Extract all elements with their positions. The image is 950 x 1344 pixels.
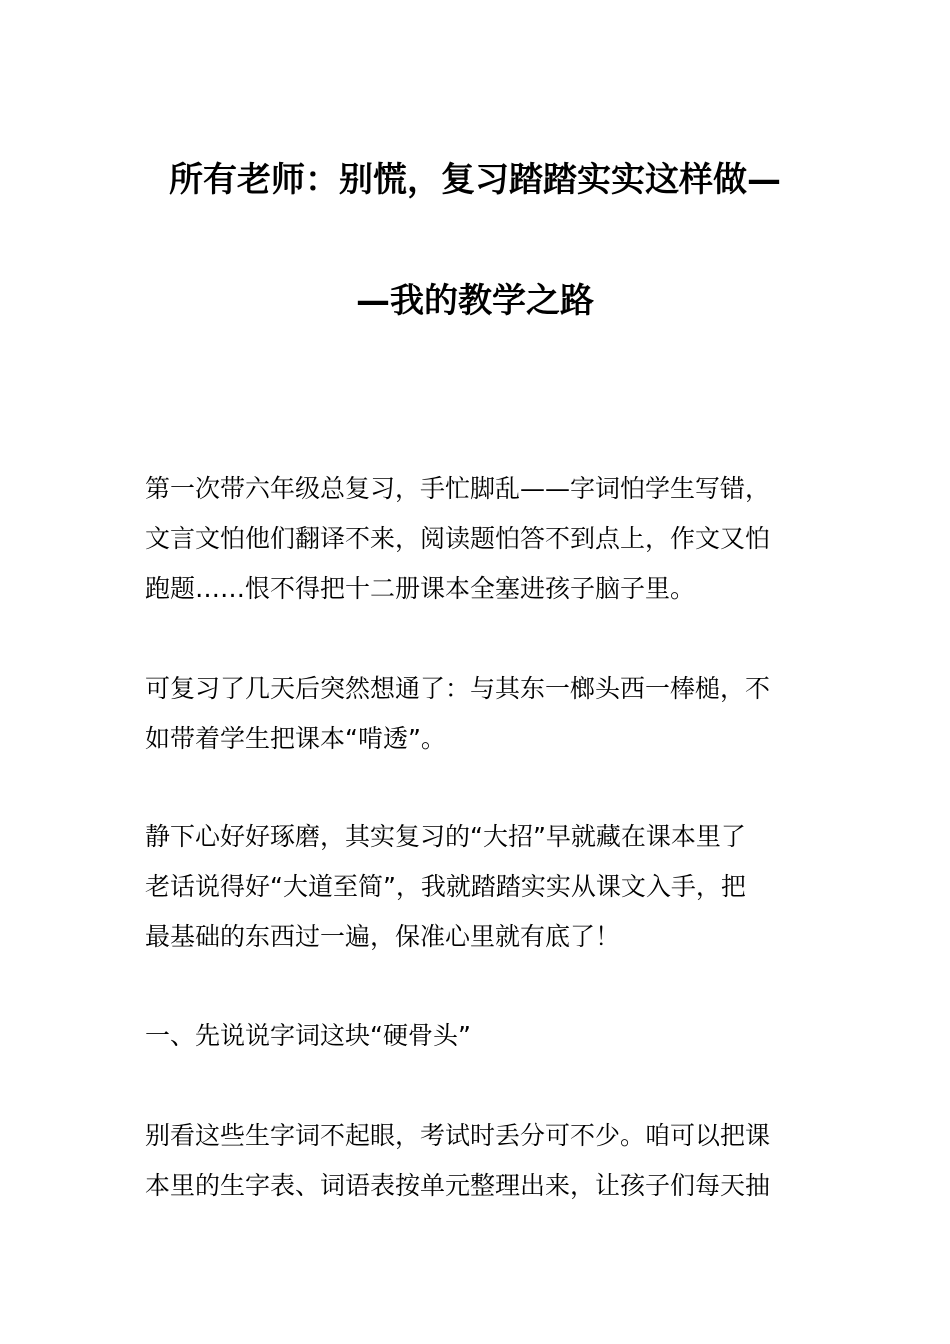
paragraph-line: 跑题……恨不得把十二册课本全塞进孩子脑子里。 [145, 574, 696, 603]
paragraph-line: 可复习了几天后突然想通了：与其东一榔头西一棒槌，不 [145, 674, 771, 703]
paragraph-line: 本里的生字表、词语表按单元整理出来，让孩子们每天抽 [145, 1171, 771, 1200]
paragraph-line: 静下心好好琢磨，其实复习的“大招”早就藏在课本里了 [145, 822, 746, 851]
document-title-line-2: —我的教学之路 [356, 281, 594, 321]
paragraph-line: 别看这些生字词不起眼，考试时丢分可不少。咱可以把课 [145, 1121, 771, 1150]
paragraph-2 [145, 664, 810, 764]
paragraph-line: 文言文怕他们翻译不来，阅读题怕答不到点上，作文又怕 [145, 524, 771, 553]
document-title-line-1: 所有老师：别慌，复习踏踏实实这样做— [169, 160, 781, 200]
section-heading-text: 一、先说说字词这块“硬骨头” [145, 1021, 471, 1050]
paragraph-line: 最基础的东西过一遍，保准心里就有底了！ [145, 922, 621, 951]
paragraph-line: 第一次带六年级总复习，手忙脚乱——字词怕学生写错， [145, 474, 771, 503]
paragraph-5 [145, 1111, 810, 1211]
section-heading-1 [145, 1011, 810, 1061]
paragraph-3 [145, 812, 810, 962]
paragraph-line: 如带着学生把课本“啃透”。 [145, 724, 446, 753]
paragraph-line: 老话说得好“大道至简”，我就踏踏实实从课文入手，把 [145, 872, 746, 901]
paragraph-1 [145, 464, 810, 614]
